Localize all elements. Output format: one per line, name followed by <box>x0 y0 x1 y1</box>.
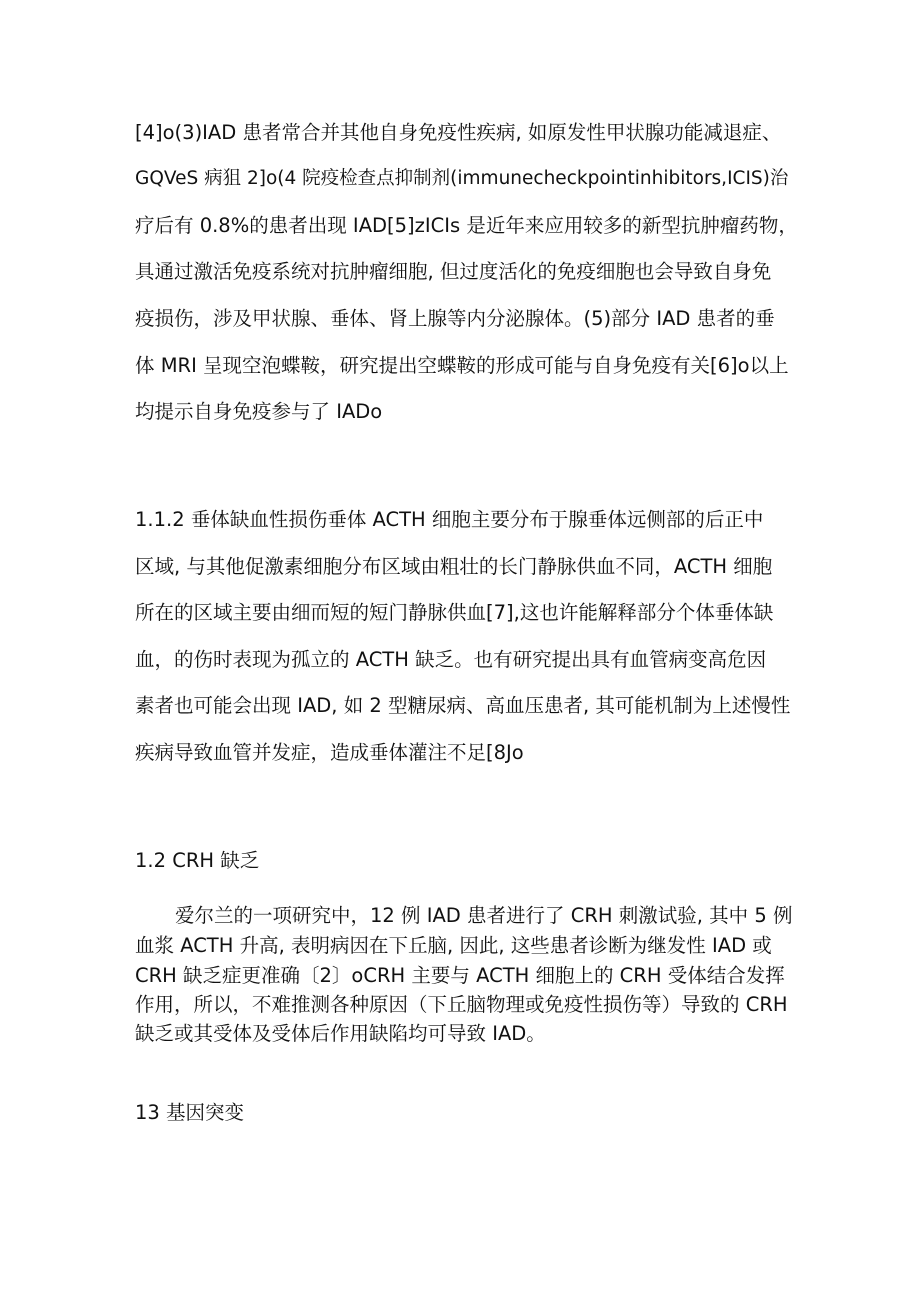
text-line: 具通过激活免疫系统对抗肿瘤细胞, 但过度活化的免疫细胞也会导致自身免 <box>135 260 772 283</box>
text-line: 1.1.2 垂体缺血性损伤垂体 ACTH 细胞主要分布于腺垂体远侧部的后正中 <box>135 508 764 531</box>
text-line: CRH 缺乏症更准确〔2〕oCRH 主要与 ACTH 细胞上的 CRH 受体结合发挥 <box>135 964 785 987</box>
text-line: 均提示自身免疫参与了 IADo <box>135 400 383 423</box>
text-line: 所在的区域主要由细而短的短门静脉供血[7],这也许能解释部分个体垂体缺 <box>135 601 774 624</box>
section-heading-gene-mutation: 13 基因突变 <box>135 1101 245 1124</box>
text-line: 区域, 与其他促激素细胞分布区域由粗壮的长门静脉供血不同，ACTH 细胞 <box>135 555 773 578</box>
text-line: [4]o(3)IAD 患者常合并其他自身免疫性疾病, 如原发性甲状腺功能减退症、 <box>135 121 782 144</box>
text-line: 缺乏或其受体及受体后作用缺陷均可导致 IAD。 <box>135 1022 546 1045</box>
text-line: 作用，所以，不难推测各种原因（下丘脑物理或免疫性损伤等）导致的 CRH <box>135 993 788 1016</box>
text-line: GQVeS 病狙 2]o(4 院疫检查点抑制剂(immunecheckpointinhibitors,ICIS)治 <box>135 168 789 189</box>
text-line: 疗后有 0.8%的患者出现 IAD[5]zICIs 是近年来应用较多的新型抗肿瘤药物， <box>135 214 798 237</box>
text-line: 疫损伤，涉及甲状腺、垂体、肾上腺等内分泌腺体。(5)部分 IAD 患者的垂 <box>135 307 775 330</box>
text-line: 体 MRI 呈现空泡蝶鞍，研究提出空蝶鞍的形成可能与自身免疫有关[6]o以上 <box>135 354 789 377</box>
text-line: 疾病导致血管并发症，造成垂体灌注不足[8Jo <box>135 741 524 764</box>
text-line: 爱尔兰的一项研究中，12 例 IAD 患者进行了 CRH 刺激试验, 其中 5 例 <box>175 904 793 927</box>
text-line: 素者也可能会出现 IAD, 如 2 型糖尿病、高血压患者, 其可能机制为上述慢性 <box>135 694 791 717</box>
text-line: 血浆 ACTH 升高, 表明病因在下丘脑, 因此, 这些患者诊断为继发性 IAD 或 <box>135 934 772 957</box>
text-line: 血，的伤时表现为孤立的 ACTH 缺乏。也有研究提出具有血管病变高危因 <box>135 648 767 671</box>
section-heading-crh: 1.2 CRH 缺乏 <box>135 849 260 872</box>
